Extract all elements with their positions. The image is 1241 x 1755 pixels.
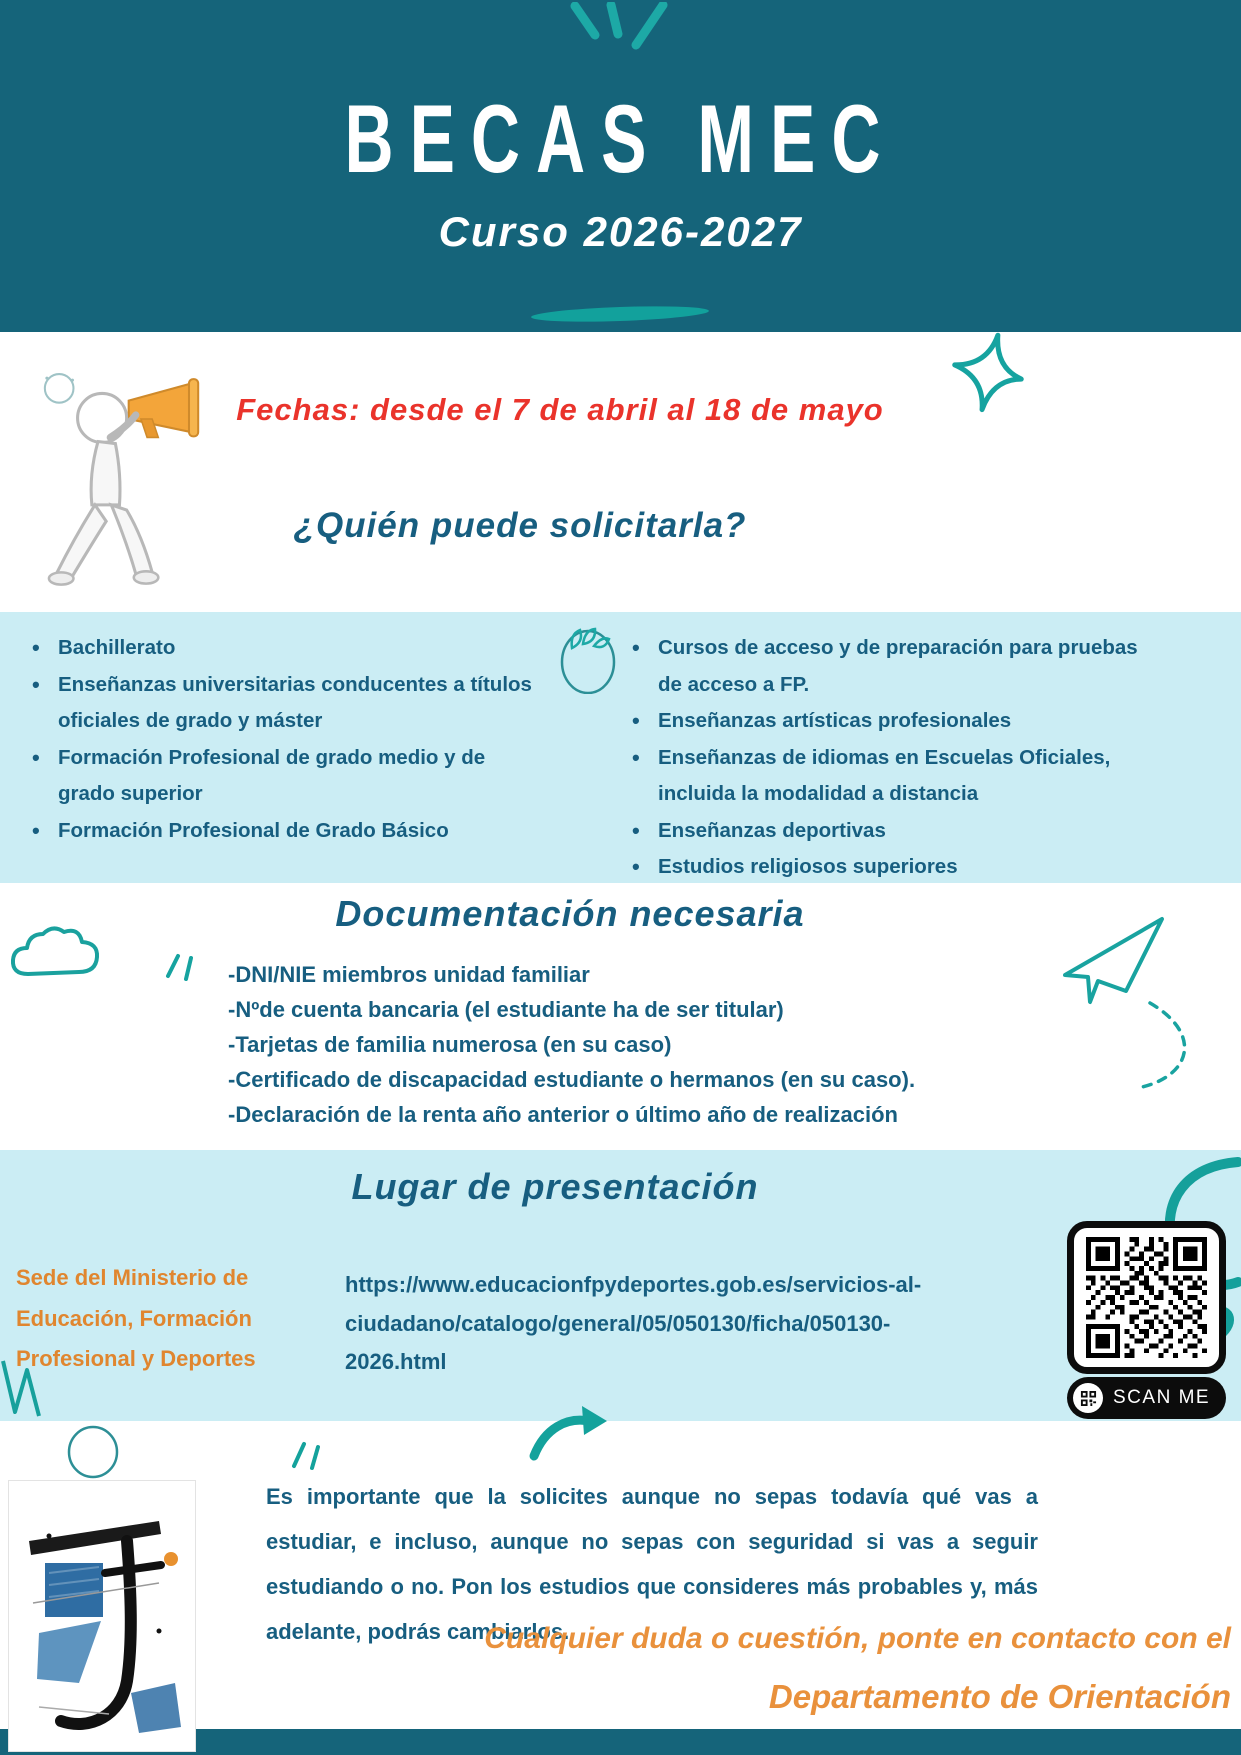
- scan-me-badge: [1067, 1377, 1226, 1419]
- qr-mini-icon: [1073, 1383, 1103, 1413]
- poster-subtitle: Curso 2026-2027: [438, 208, 803, 255]
- logo-artwork: [8, 1480, 196, 1752]
- document-item: -Nºde cuenta bancaria (el estudiante ha de ser titular): [228, 997, 784, 1022]
- eligibility-item: • Enseñanzas artísticas profesionales: [628, 703, 1150, 740]
- qr-code: [1067, 1221, 1226, 1374]
- contact-line-1: Cualquier duda o cuestión, ponte en contacto con el: [484, 1622, 1231, 1655]
- place-location: Sede del Ministerio de Educación, Formación Profesional y Deportes: [16, 1265, 256, 1372]
- eligibility-item: • Bachillerato: [28, 630, 540, 667]
- poster-title: BECAS MEC: [344, 85, 897, 194]
- eligibility-item: • Cursos de acceso y de preparación para pruebas de acceso a FP.: [628, 630, 1150, 703]
- place-heading: Lugar de presentación: [351, 1166, 759, 1207]
- documentation-heading: Documentación necesaria: [335, 893, 805, 934]
- eligibility-item: • Formación Profesional de Grado Básico: [28, 813, 540, 850]
- who-heading: ¿Quién puede solicitarla?: [293, 506, 747, 545]
- document-item: -DNI/NIE miembros unidad familiar: [228, 962, 590, 987]
- zigzag-icon: [0, 1356, 48, 1420]
- qr-pattern: [1083, 1237, 1210, 1358]
- contact-line-2: Departamento de Orientación: [768, 1678, 1231, 1715]
- leaves-icon: [556, 622, 620, 694]
- sparkle-icon: [563, 2, 673, 50]
- document-item: -Certificado de discapacidad estudiante o hermanos (en su caso).: [228, 1067, 916, 1092]
- application-url-link[interactable]: https://www.educacionfpydeportes.gob.es/servicios-al-ciudadano/catalogo/general/05/050130/ficha/050130-2026.html: [345, 1272, 922, 1374]
- scan-me-label: SCAN ME: [1113, 1387, 1211, 1408]
- eligibility-list-left: [28, 630, 540, 849]
- star-icon: [948, 330, 1026, 414]
- paper-plane-icon: [1050, 905, 1240, 1105]
- circle-doodle-icon: [66, 1424, 120, 1480]
- eligibility-list-right: [628, 630, 1150, 886]
- documentation-list: [228, 957, 1068, 1132]
- eligibility-item: • Enseñanzas de idiomas en Escuelas Oficiales, incluida la modalidad a distancia: [628, 740, 1150, 813]
- eligibility-item: • Formación Profesional de grado medio y de grado superior: [28, 740, 540, 813]
- dashes-icon: [160, 946, 200, 982]
- eligibility-item: • Enseñanzas universitarias conducentes a títulos oficiales de grado y máster: [28, 667, 540, 740]
- important-note-paragraph: Es importante que la solicites aunque no sepas todavía qué vas a estudiar, e incluso, aunque no sepas con seguridad si vas a seguir estudiando o no. Pon los estudios que consideres más probables y, más adelante, podrás cambiarlos.: [266, 1484, 1038, 1644]
- curved-arrow-icon: [527, 1402, 609, 1466]
- eligibility-item: • Enseñanzas deportivas: [628, 813, 1150, 850]
- dashes-icon: [286, 1434, 328, 1472]
- document-item: -Declaración de la renta año anterior o último año de realización: [228, 1102, 898, 1127]
- eligibility-item: • Estudios religiosos superiores: [628, 849, 1150, 886]
- document-item: -Tarjetas de familia numerosa (en su caso): [228, 1032, 672, 1057]
- cloud-icon: [6, 912, 106, 988]
- dates-line: Fechas: desde el 7 de abril al 18 de mayo: [236, 392, 884, 427]
